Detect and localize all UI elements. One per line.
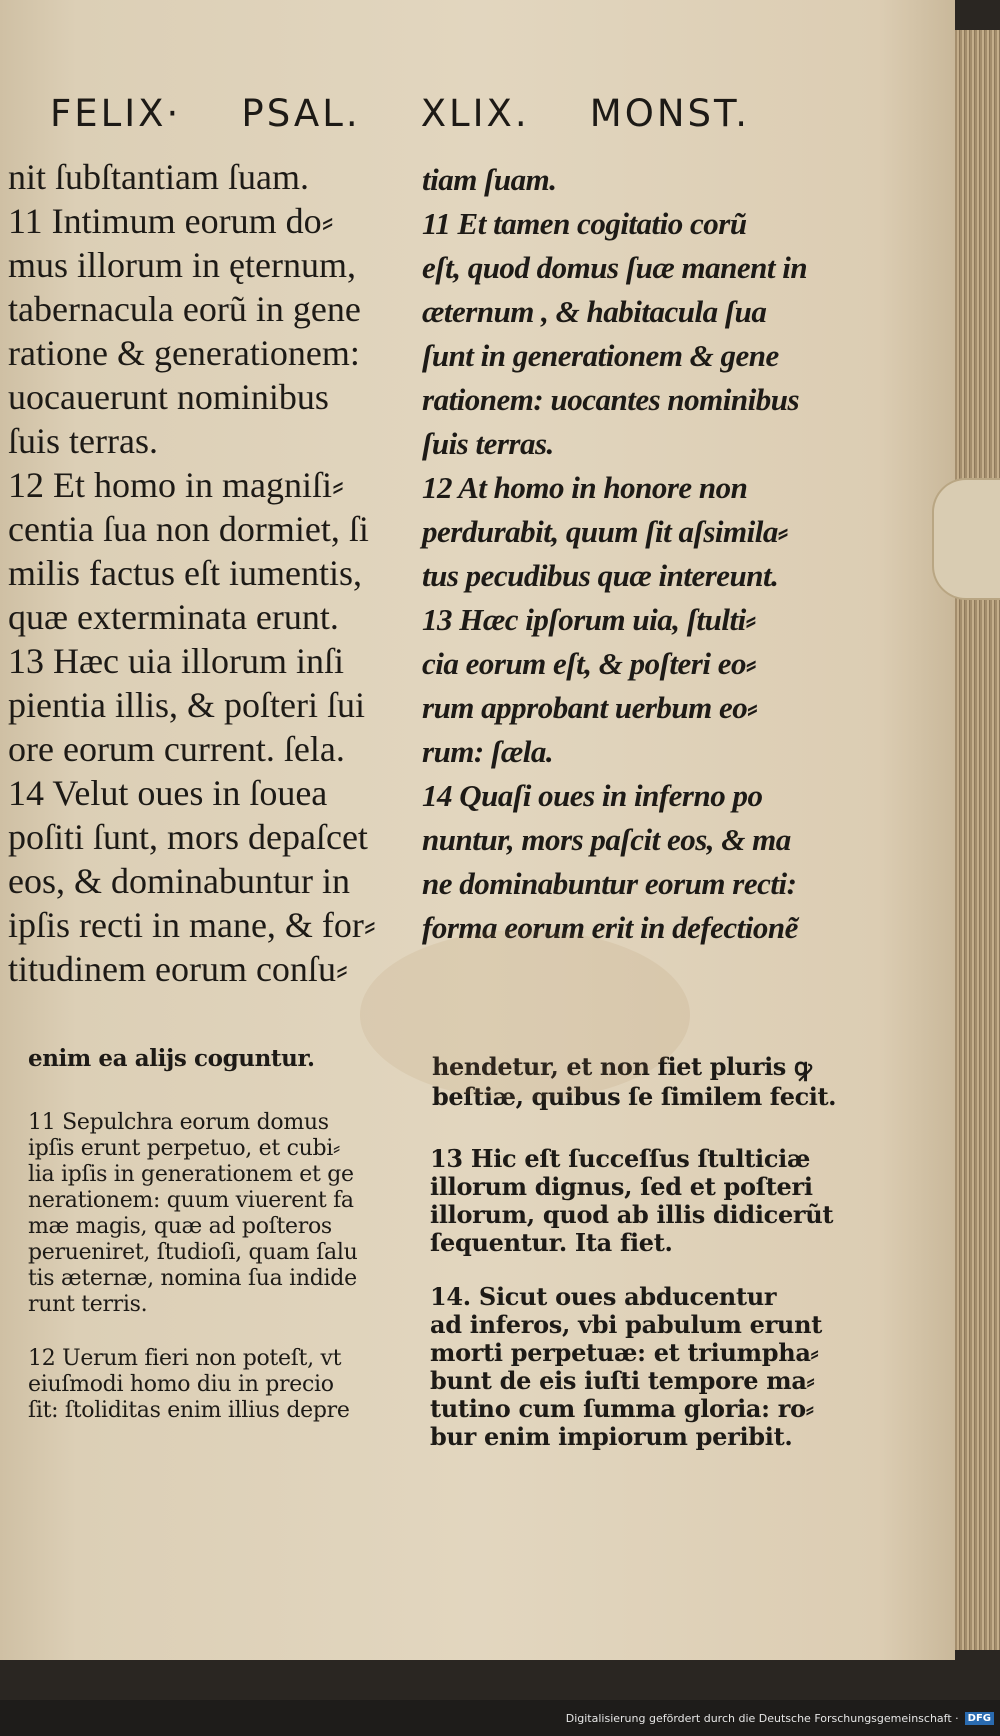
latin-column-right bbox=[422, 158, 842, 950]
gothic-right-continuation bbox=[432, 1052, 836, 1112]
text-line: mæ magis, quæ ad poſteros bbox=[28, 1214, 332, 1239]
running-head-felix: FELIX· bbox=[50, 92, 182, 135]
text-line: tus pecudibus quæ intereunt. bbox=[422, 558, 779, 593]
text-line: perueniret, ſtudioſi, quam ſalu bbox=[28, 1240, 358, 1265]
text-line: 14. Sicut oues abducentur bbox=[430, 1282, 777, 1311]
text-line: eos, & dominabuntur in bbox=[8, 861, 350, 901]
paragraph-gap bbox=[430, 1257, 830, 1283]
page-edges bbox=[955, 30, 1000, 1650]
running-head-number: XLIX. bbox=[420, 92, 530, 135]
text-line: forma eorum erit in defectionẽ bbox=[422, 910, 798, 945]
text-line: 12 At homo in honore non bbox=[422, 470, 748, 505]
text-line: ſuis terras. bbox=[8, 421, 158, 461]
text-line: ſit: ſtoliditas enim illius depre bbox=[28, 1398, 350, 1423]
text-line: ſuis terras. bbox=[422, 426, 554, 461]
text-line: nuntur, mors paſcit eos, & ma bbox=[422, 822, 791, 857]
digitization-footer bbox=[0, 1700, 1000, 1736]
text-line: nit ſubſtantiam ſuam. bbox=[8, 157, 309, 197]
text-line: 13 Hæc uia illorum inſi bbox=[8, 641, 344, 681]
text-line: tis æternæ, nomina ſua indide bbox=[28, 1266, 357, 1291]
text-line: mus illorum in ęternum, bbox=[8, 245, 356, 285]
dfg-logo: DFG bbox=[965, 1712, 994, 1725]
text-line: centia ſua non dormiet, ſi bbox=[8, 509, 369, 549]
text-line: bunt de eis iuſti tempore ma⸗ bbox=[430, 1366, 815, 1395]
footer-credit: Digitalisierung gefördert durch die Deutsche Forschungsgemeinschaft · bbox=[565, 1711, 959, 1725]
text-line: rum approbant uerbum eo⸗ bbox=[422, 690, 758, 725]
text-line: pientia illis, & poſteri ſui bbox=[8, 685, 365, 725]
text-line: ad inferos, vbi pabulum erunt bbox=[430, 1310, 822, 1339]
running-head bbox=[50, 92, 750, 135]
text-line: rum: ſæla. bbox=[422, 734, 554, 769]
paragraph-gap bbox=[28, 1318, 418, 1346]
text-line: illorum, quod ab illis didicerũt bbox=[430, 1200, 834, 1229]
text-line: perdurabit, quum ſit aſsimila⸗ bbox=[422, 514, 788, 549]
text-line: eſt, quod domus ſuæ manent in bbox=[422, 250, 808, 285]
text-line: titudinem eorum conſu⸗ bbox=[8, 949, 348, 989]
text-line: ſequentur. Ita fiet. bbox=[430, 1228, 673, 1257]
text-line: ipſis erunt perpetuo, et cubi⸗ bbox=[28, 1136, 341, 1161]
text-line: quæ exterminata erunt. bbox=[8, 597, 339, 637]
latin-column-left bbox=[8, 155, 408, 991]
text-line: 11 Sepulchra eorum domus bbox=[28, 1110, 329, 1135]
text-line: 13 Hæc ipſorum uia, ſtulti⸗ bbox=[422, 602, 756, 637]
text-line: 11 Intimum eorum do⸗ bbox=[8, 201, 334, 241]
text-line: milis factus eſt iumentis, bbox=[8, 553, 362, 593]
text-line: ipſis recti in mane, & for⸗ bbox=[8, 905, 376, 945]
text-line: ſunt in generationem & gene bbox=[422, 338, 779, 373]
running-head-psal: PSAL. bbox=[241, 92, 361, 135]
text-line: tiam ſuam. bbox=[422, 162, 557, 197]
running-head-monst: MONST. bbox=[589, 92, 750, 135]
page-tab bbox=[932, 478, 1000, 600]
text-line: 14 Quaſi oues in inferno po bbox=[422, 778, 763, 813]
german-column-right bbox=[430, 1144, 834, 1451]
text-line: 11 Et tamen cogitatio corũ bbox=[422, 206, 747, 241]
text-line: hendetur, et non fiet pluris ꝙ bbox=[432, 1052, 812, 1081]
text-line: enim ea alijs coguntur. bbox=[28, 1045, 315, 1072]
text-line: runt terris. bbox=[28, 1292, 148, 1317]
text-line: beſtiæ, quibus ſe ſimilem fecit. bbox=[432, 1082, 837, 1111]
text-line: 12 Uerum fieri non poteſt, vt bbox=[28, 1346, 342, 1371]
text-line: 13 Hic eſt ſucceſſus ſtulticiæ bbox=[430, 1144, 811, 1173]
text-line: lia ipſis in generationem et ge bbox=[28, 1162, 354, 1187]
text-line: eiuſmodi homo diu in precio bbox=[28, 1372, 334, 1397]
text-line: morti perpetuæ: et triumpha⸗ bbox=[430, 1338, 819, 1367]
text-line: æternum , & habitacula ſua bbox=[422, 294, 767, 329]
text-line: nerationem: quum viuerent fa bbox=[28, 1188, 354, 1213]
text-line: uocauerunt nominibus bbox=[8, 377, 329, 417]
text-line: ne dominabuntur eorum recti: bbox=[422, 866, 797, 901]
text-line: rationem: uocantes nominibus bbox=[422, 382, 800, 417]
text-line: ratione & generationem: bbox=[8, 333, 360, 373]
gothic-left-continuation bbox=[28, 1045, 315, 1072]
text-line: ore eorum current. ſela. bbox=[8, 729, 345, 769]
text-line: tutino cum ſumma gloria: ro⸗ bbox=[430, 1394, 814, 1423]
text-line: illorum dignus, ſed et poſteri bbox=[430, 1172, 813, 1201]
text-line: 12 Et homo in magniſi⸗ bbox=[8, 465, 344, 505]
text-line: bur enim impiorum peribit. bbox=[430, 1422, 793, 1451]
text-line: tabernacula eorũ in gene bbox=[8, 289, 361, 329]
text-line: 14 Velut oues in ſouea bbox=[8, 773, 328, 813]
german-column-left bbox=[28, 1110, 418, 1424]
text-line: poſiti ſunt, mors depaſcet bbox=[8, 817, 368, 857]
text-line: cia eorum eſt, & poſteri eo⸗ bbox=[422, 646, 756, 681]
